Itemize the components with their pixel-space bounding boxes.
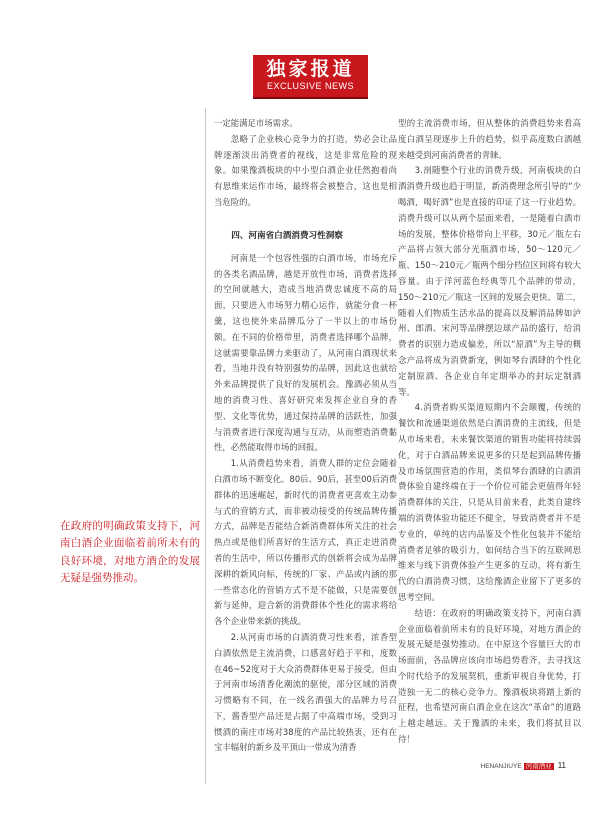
article-column-right [398,116,581,748]
paragraph: 结语：在政府的明确政策支持下，河南白酒企业面临着前所未有的良好环境，对地方酒企的发展无疑是强势推动。在中原这个容量巨大的市场面前，各品牌应该向市场趋势看齐，去寻找这个时代给予的发展契机，重新审视自身优势，打造独一无二的核心竞争力。豫酒板块将踏上新的征程，也希望河南白酒企业在这次“革命”的道路上越走越远。关于豫酒的未来，我们将拭目以待！ [398,607,581,745]
section-banner [253,55,368,99]
pull-quote: 在政府的明确政策支持下，河南白酒企业面临着前所未有的良好环境，对地方酒企的发展无疑是强势推动。 [60,520,200,584]
column-divider [205,108,206,784]
footer-brand: HENANJIUYE [480,763,522,770]
paragraph: 一定能满足市场需求。 [214,118,298,128]
footer-magazine-name: 河南酒业 [525,763,552,770]
paragraph: 4.消费者购买渠道短期内不会颠覆，传统的餐饮和流通渠道依然是白酒消费的主流线，但是从市场来看，未来餐饮渠道的销售功能将持续弱化，对于白酒品牌来说更多的只是起到品牌传播及市场氛围营造的作用，类似琴台酒肆的白酒消费体验自建终端在于一个价位可能会更值得年轻消费群体的关注，只是从目前来看，此类自建终端的消费体验功能还不健全，导致消费者并不是专业的，单纯的店内品鉴及个性化包装并不能给消费者足够的吸引力，如何结合当下的互联网思维来与线下消费体验产生更多的互动，将有新生代的白酒消费习惯，这给豫酒企业留下了更多的思考空间。 [398,402,581,602]
paragraph: 忽略了企业核心竞争力的打造，势必会让品牌逐渐淡出消费者的视线，这是非常危险的现象。如果豫酒板块的中小型白酒企业任然抱着尚有思维来运作市场，最终将会被整合，这也是相当危险的。 [214,133,397,207]
section-heading: 四、河南省白酒消费习性洞察 [231,230,343,241]
paragraph: 2.从河南市场的白酒消费习性来看，浓香型白酒依然是主流消费，口感喜好趋于平和，度数在46~52度对于大众消费群体更易于接受。但由于河南市场清香化潮流的驱使，部分区域的消费习惯略有不同，在一线名酒强大的品牌力号召下，酱香型产品还是占据了中高端市场，受到习惯酒的南庄市场对38度的产品比较热衷，还有在宝丰辐射的新乡及平顶山一带成为清香 [214,631,397,753]
section-title: 独家报道 [266,58,355,80]
paragraph: 河南是一个包容性强的白酒市场，市场充斥的各类名酒品牌，越是开放性市场，消费者选择的空间就越大，造成当地消费忠诚度不高的局面，只要进入市场努力精心运作，就能分食一杯羹，这也使外来品牌瓜分了一半以上的市场份额。在不同的价格带里，消费者选择哪个品牌，这就需要靠品牌力来驱动了，从河南白酒现状来看，当地并没有特别强势的品牌，因此这也就给外来品牌提供了良好的发展机会。豫酒必须从当地的消费习性、喜好研究来发挥企业自身的香型、文化等优势，通过保持品牌的活跃性，加强与消费者进行深度沟通与互动，从而塑造消费黏性，必然能取得市场的回报。 [214,252,397,453]
paragraph: 型的主流消费市场，但从整体的消费趋势来看高度白酒呈现逐步上升的趋势，似乎高度数白酒越来越受到河南消费者的青睐。 [398,118,581,160]
section-subtitle: EXCLUSIVE NEWS [266,81,355,91]
paragraph: 1.从消费趋势来看，消费人群的定位会随着白酒市场不断变化。80后、90后，甚至00后消费群体的迅速崛起，新时代的消费者更喜欢主动参与式的营销方式，而非被动接受的传统品牌传播方式，品牌是否能结合新消费群体所关注的社会热点或是他们所喜好的生活方式，真正走进消费者的生活中，所以传播形式的创新将会成为品牌深耕的新风向标，传统的厂家、产品或内涵的那一些常态化的营销方式不是不能做，只是需要创新与延伸，迎合新的消费群体个性化的需求将给各个企业带来新的挑战。 [214,458,397,627]
page-number: 11 [557,761,566,770]
page-footer [481,761,567,770]
article-column-left [214,116,397,756]
paragraph: 3.剖随整个行业的消费升级，河南板块的白酒消费升级也趋于明显，新消费理念所引导的“少喝酒，喝好酒”也是直接的印证了这一行业趋势。消费升级可以从两个层面来看，一是随着白酒市场的发展，整体价格带向上平移，30元／瓶左右产品将占领大部分光瓶酒市场，50～120元／瓶、150～210元／瓶两个细分档位区间将有较大容量。由于洋河蓝色经典等几个品牌的带动，150～210元／瓶这一区间的发展会更快。第二，随着人们物质生活水品的提高以及解消品牌如泸州、郎酒、宋河等品牌摆边球产品的盛行，给消费者的识别力造成偏差，所以“原酒”为主导的概念产品将成为消费新宠，例如琴台酒肆的个性化定制原酒、各企业自年定期举办的封坛定制酒等。 [398,165,581,397]
